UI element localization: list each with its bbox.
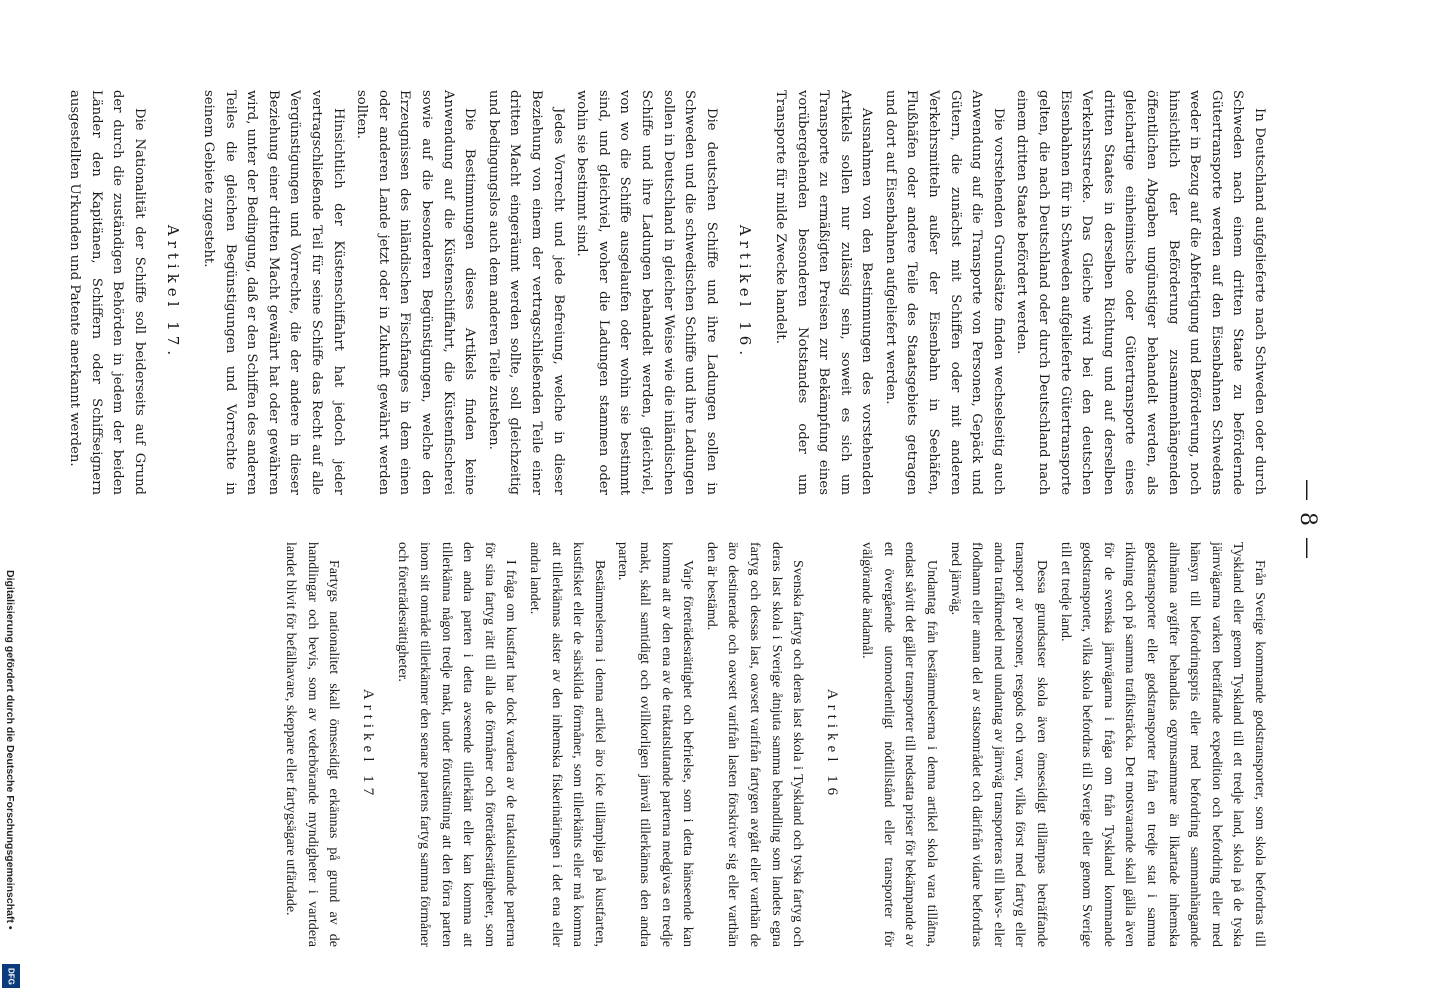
swedish-paragraph: Fartygs nationalitet skall ömsesidigt erkännas på grund av de handlingar och bevis, som av vederbörande myndigheter i vartdera landet blivit för befälhavare, skeppare eller fartygsägare utfärdade. (283, 542, 342, 947)
german-paragraph: In Deutschland aufgelieferte nach Schweden oder durch Schweden nach einem dritten Staate zu befördernde Gütertransporte werden auf den Eisenbahnen Schwedens weder in Bezug auf die Abfertigung und Beförderung, noch hinsichtlich der Beförderung zusammenhängenden öffentlichen Abgaben ungünstiger behandelt werden, als gleichartige einheimische oder Gütertransporte eines dritten Staates in derselben Richtung und auf derselben Verkehrsstrecke. Das Gleiche wird bei den deutschen Eisenbahnen für in Schweden aufgelieferte Gütertransporte gelten, die nach Deutschland oder durch Deutschland nach einem dritten Staate befördert werden. (1014, 90, 1267, 495)
swedish-paragraph: I fråga om kustfart har dock vardera av de traktatslutande parterna för sina fartyg rätt till alla de förmåner och företrädesrättigheter, som den andra parten i detta avseende tillerkänt eller kan komma att tillerkänna någon tredje makt, under förutsättning att den förra parten inom sitt område tillerkänner den senare partens fartyg samma förmåner och företrädesrättigheter. (395, 542, 519, 947)
german-paragraph: Hinsichtlich der Küstenschiffahrt hat jedoch jeder vertragschließende Teil für seine Schiffe das Recht auf alle Vergünstigungen und Vorrechte, die der andere in dieser Beziehung einer dritten Macht gewährt hat oder gewähren wird, unter der Bedingung, daß er den Schiffen des anderen Teiles die gleichen Begünstigungen und Vorrechte in seinem Gebiete zugesteht. (201, 90, 346, 495)
swedish-heading-article-17: Artikel 17 (359, 688, 376, 801)
german-paragraph: Die vorstehenden Grundsätze finden wechselseitig auch Anwendung auf die Transporte von Personen, Gepäck und Gütern, die zunächst mit Schiffen oder mit anderen Verkehrsmitteln außer der Eisenbahn in Seehäfen, Flußhäfen oder andere Teile des Staatsgebiets getragen und dort auf Eisenbahnen aufgeliefert werden. (882, 90, 1006, 495)
german-column (67, 90, 1270, 495)
german-paragraph: Ausnahmen von den Bestimmungen des vorstehenden Artikels sollen nur zulässig sein, soweit es sich um Transporte zu ermäßigten Preisen zur Bekämpfung eines vorübergehenden besonderen Notstandes oder um Transporte für milde Zwecke handelt. (772, 90, 875, 495)
swedish-heading-article-16: Artikel 16 (823, 688, 840, 801)
swedish-paragraph: Bestämmelserna i denna artikel äro icke tillämpliga på kustfarten, kustfisket eller de särskilda förmåner, som tillerkänts eller må komma att tillerkännas alster av den inhemska fiskerinäringen i det ena eller andra landet. (527, 542, 607, 947)
german-paragraph: Die Nationalität der Schiffe soll beiderseits auf Grund der durch die zuständigen Behörden in jedem der beiden Länder den Kapitänen, Schiffern oder Schiffseignern ausgestellten Urkunden und Patente anerkannt werden. (67, 90, 147, 495)
german-paragraph: Die deutschen Schiffe und ihre Ladungen sollen in Schweden und die schwedischen Schiffe und ihre Ladungen sollen in Deutschland in gleicher Weise wie die inländischen Schiffe und ihre Ladungen behandelt werden, gleichviel, von wo die Schiffe ausgelaufen oder wohin sie bestimmt sind, und gleichviel, woher die Ladungen stammen oder wohin sie bestimmt sind. (574, 90, 719, 495)
swedish-paragraph: Dessa grundsatser skola även ömsesidigt tillämpas beträffande transport av personer, resgods och varor, vilka först med fartyg eller andra trafikmedel med undantag av järnväg transporteras till havs- eller flodhamn eller annan del av statsområdet och därifrån vidare befordras med järnväg. (947, 542, 1050, 947)
rotated-document-page (67, 90, 1320, 950)
dfg-logo: DFG (2, 964, 20, 988)
swedish-paragraph: Varje företrädesrättighet och befrielse, som i detta hänseende kan komma att av den ena av de traktatslutande parterna medgivas en tredje makt, skall samtidigt och ovillkorligen jämväl tillerkännas den andra parten. (615, 542, 696, 947)
german-heading-article-17: Artikel 17. (164, 224, 183, 361)
swedish-paragraph: Undantag från bestämmelserna i denna artikel skola vara tillåtna, endast såvitt det gäller transporter till nedsatta priser för bekämpande av ett övergående utomordentligt nödtillstånd eller transporter för välgörande ändamål. (859, 542, 940, 947)
credit-text: Digitalisierung gefördert durch die Deutsche Forschungsgemeinschaft • (4, 570, 16, 930)
swedish-paragraph: Svenska fartyg och deras last skola i Tyskland och tyska fartyg och deras last skola i Sverige åtnjuta samma behandling som landets egna fartyg och dessas last, oavsett varifrån fartygen avgått eller varthän de äro destinerade och oavsett varifrån lasten förskriver sig eller varthän den är bestämd. (703, 542, 806, 947)
swedish-paragraph: Från Sverige kommande godstransporter, som skola befordras till Tyskland eller genom Tyskland till ett tredje land, skola på de tyska järnvägarna varken beträffande expedition och befordring eller med hänsyn till befordringspris eller med befordring sammanhängande allmänna avgifter behandlas ogynnsammare än likartade inhemska godstransporter eller godstransporter från en tredje stat i samma riktning och på samma trafiksträcka. Det motsvarande skall gälla även för de svenska järnvägarna i fråga om från Tyskland kommande godstransporter, vilka skola befordras till Sverige eller genom Sverige till ett tredje land. (1057, 542, 1267, 947)
german-paragraph: Die Bestimmungen dieses Artikels finden keine Anwendung auf die Küstenschiffahrt, die Küstenfischerei sowie auf die besonderen Begünstigungen, welche den Erzeugnissen des inländischen Fischfanges in dem einen oder anderen Lande jetzt oder in Zukunft gewährt werden sollten. (354, 90, 478, 495)
german-paragraph: Jedes Vorrecht und jede Befreiung, welche in dieser Beziehung von einem der vertragschließenden Teile einer dritten Macht eingeräumt werden sollte, soll gleichzeitig und bedingungslos auch dem anderen Teile zustehen. (485, 90, 566, 495)
page-number: — 8 — (1295, 479, 1320, 561)
german-heading-article-16: Artikel 16. (736, 224, 755, 361)
swedish-column (160, 542, 1270, 947)
digitization-credit (0, 570, 22, 990)
